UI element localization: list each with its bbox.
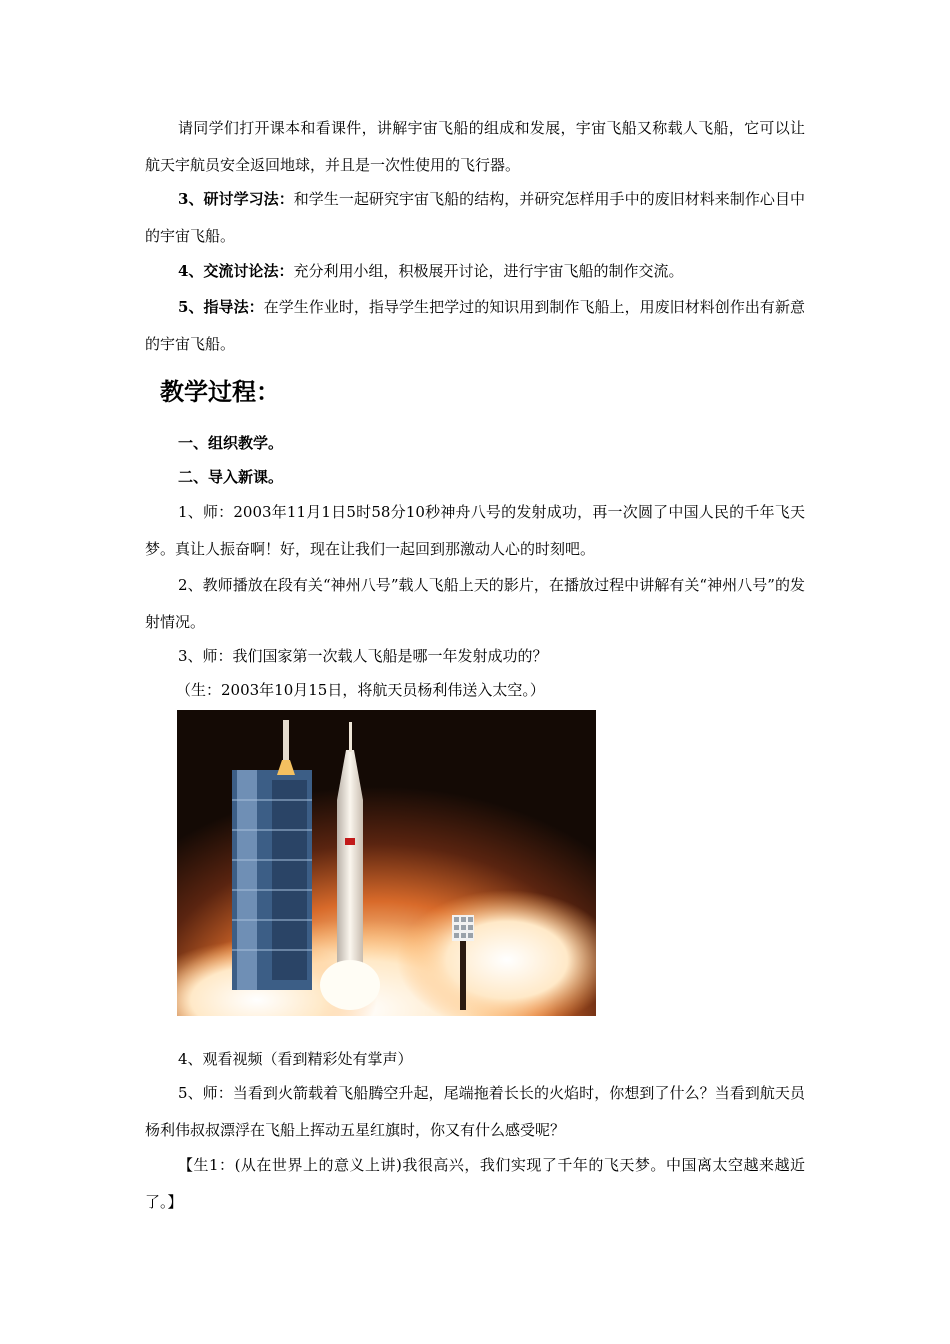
method-4-paragraph (145, 253, 805, 290)
method-3-text: 和学生一起研究宇宙飞船的结构，并研究怎样用手中的废旧材料来制作心目中的宇宙飞船。 (145, 190, 805, 245)
step-1: 一、组织教学。 (178, 434, 284, 452)
item-3-answer: （生：2003年10月15日，将航天员杨利伟送入太空。） (176, 681, 545, 699)
intro-paragraph: 请同学们打开课本和看课件，讲解宇宙飞船的组成和发展，宇宙飞船又称载人飞船，它可以让航天宇航员安全返回地球，并且是一次性使用的飞行器。 (145, 119, 805, 174)
item-5-paragraph: 5、师：当看到火箭载着飞船腾空升起，尾端拖着长长的火焰时，你想到了什么？当看到航天员杨利伟叔叔漂浮在飞船上挥动五星红旗时，你又有什么感受呢？ (145, 1084, 805, 1139)
method-3-label: 3、研讨学习法： (178, 190, 294, 208)
method-3-paragraph (145, 181, 805, 255)
method-4-label: 4、交流讨论法： (178, 262, 294, 280)
student-1-response: 【生1：(从在世界上的意义上讲)我很高兴，我们实现了千年的飞天梦。中国离太空越来越近了。】 (145, 1156, 805, 1211)
item-1-paragraph: 1、师：2003年11月1日5时58分10秒神舟八号的发射成功，再一次圆了中国人民的千年飞天梦。真让人振奋啊！好，现在让我们一起回到那激动人心的时刻吧。 (145, 503, 805, 558)
method-5-text: 在学生作业时，指导学生把学过的知识用到制作飞船上，用废旧材料创作出有新意的宇宙飞船。 (145, 298, 805, 353)
method-5-paragraph (145, 289, 805, 363)
item-4-paragraph: 4、观看视频（看到精彩处有掌声） (178, 1050, 413, 1068)
rocket-launch-photo (177, 710, 596, 1016)
section-heading: 教学过程： (160, 378, 280, 406)
method-5-label: 5、指导法： (178, 298, 264, 316)
item-3-paragraph: 3、师：我们国家第一次载人飞船是哪一年发射成功的？ (178, 647, 548, 665)
method-4-text: 充分利用小组，积极展开讨论，进行宇宙飞船的制作交流。 (293, 262, 684, 280)
item-2-paragraph: 2、教师播放在段有关“神州八号”载人飞船上天的影片，在播放过程中讲解有关“神州八号”的发射情况。 (145, 576, 805, 631)
step-2: 二、导入新课。 (178, 468, 284, 486)
